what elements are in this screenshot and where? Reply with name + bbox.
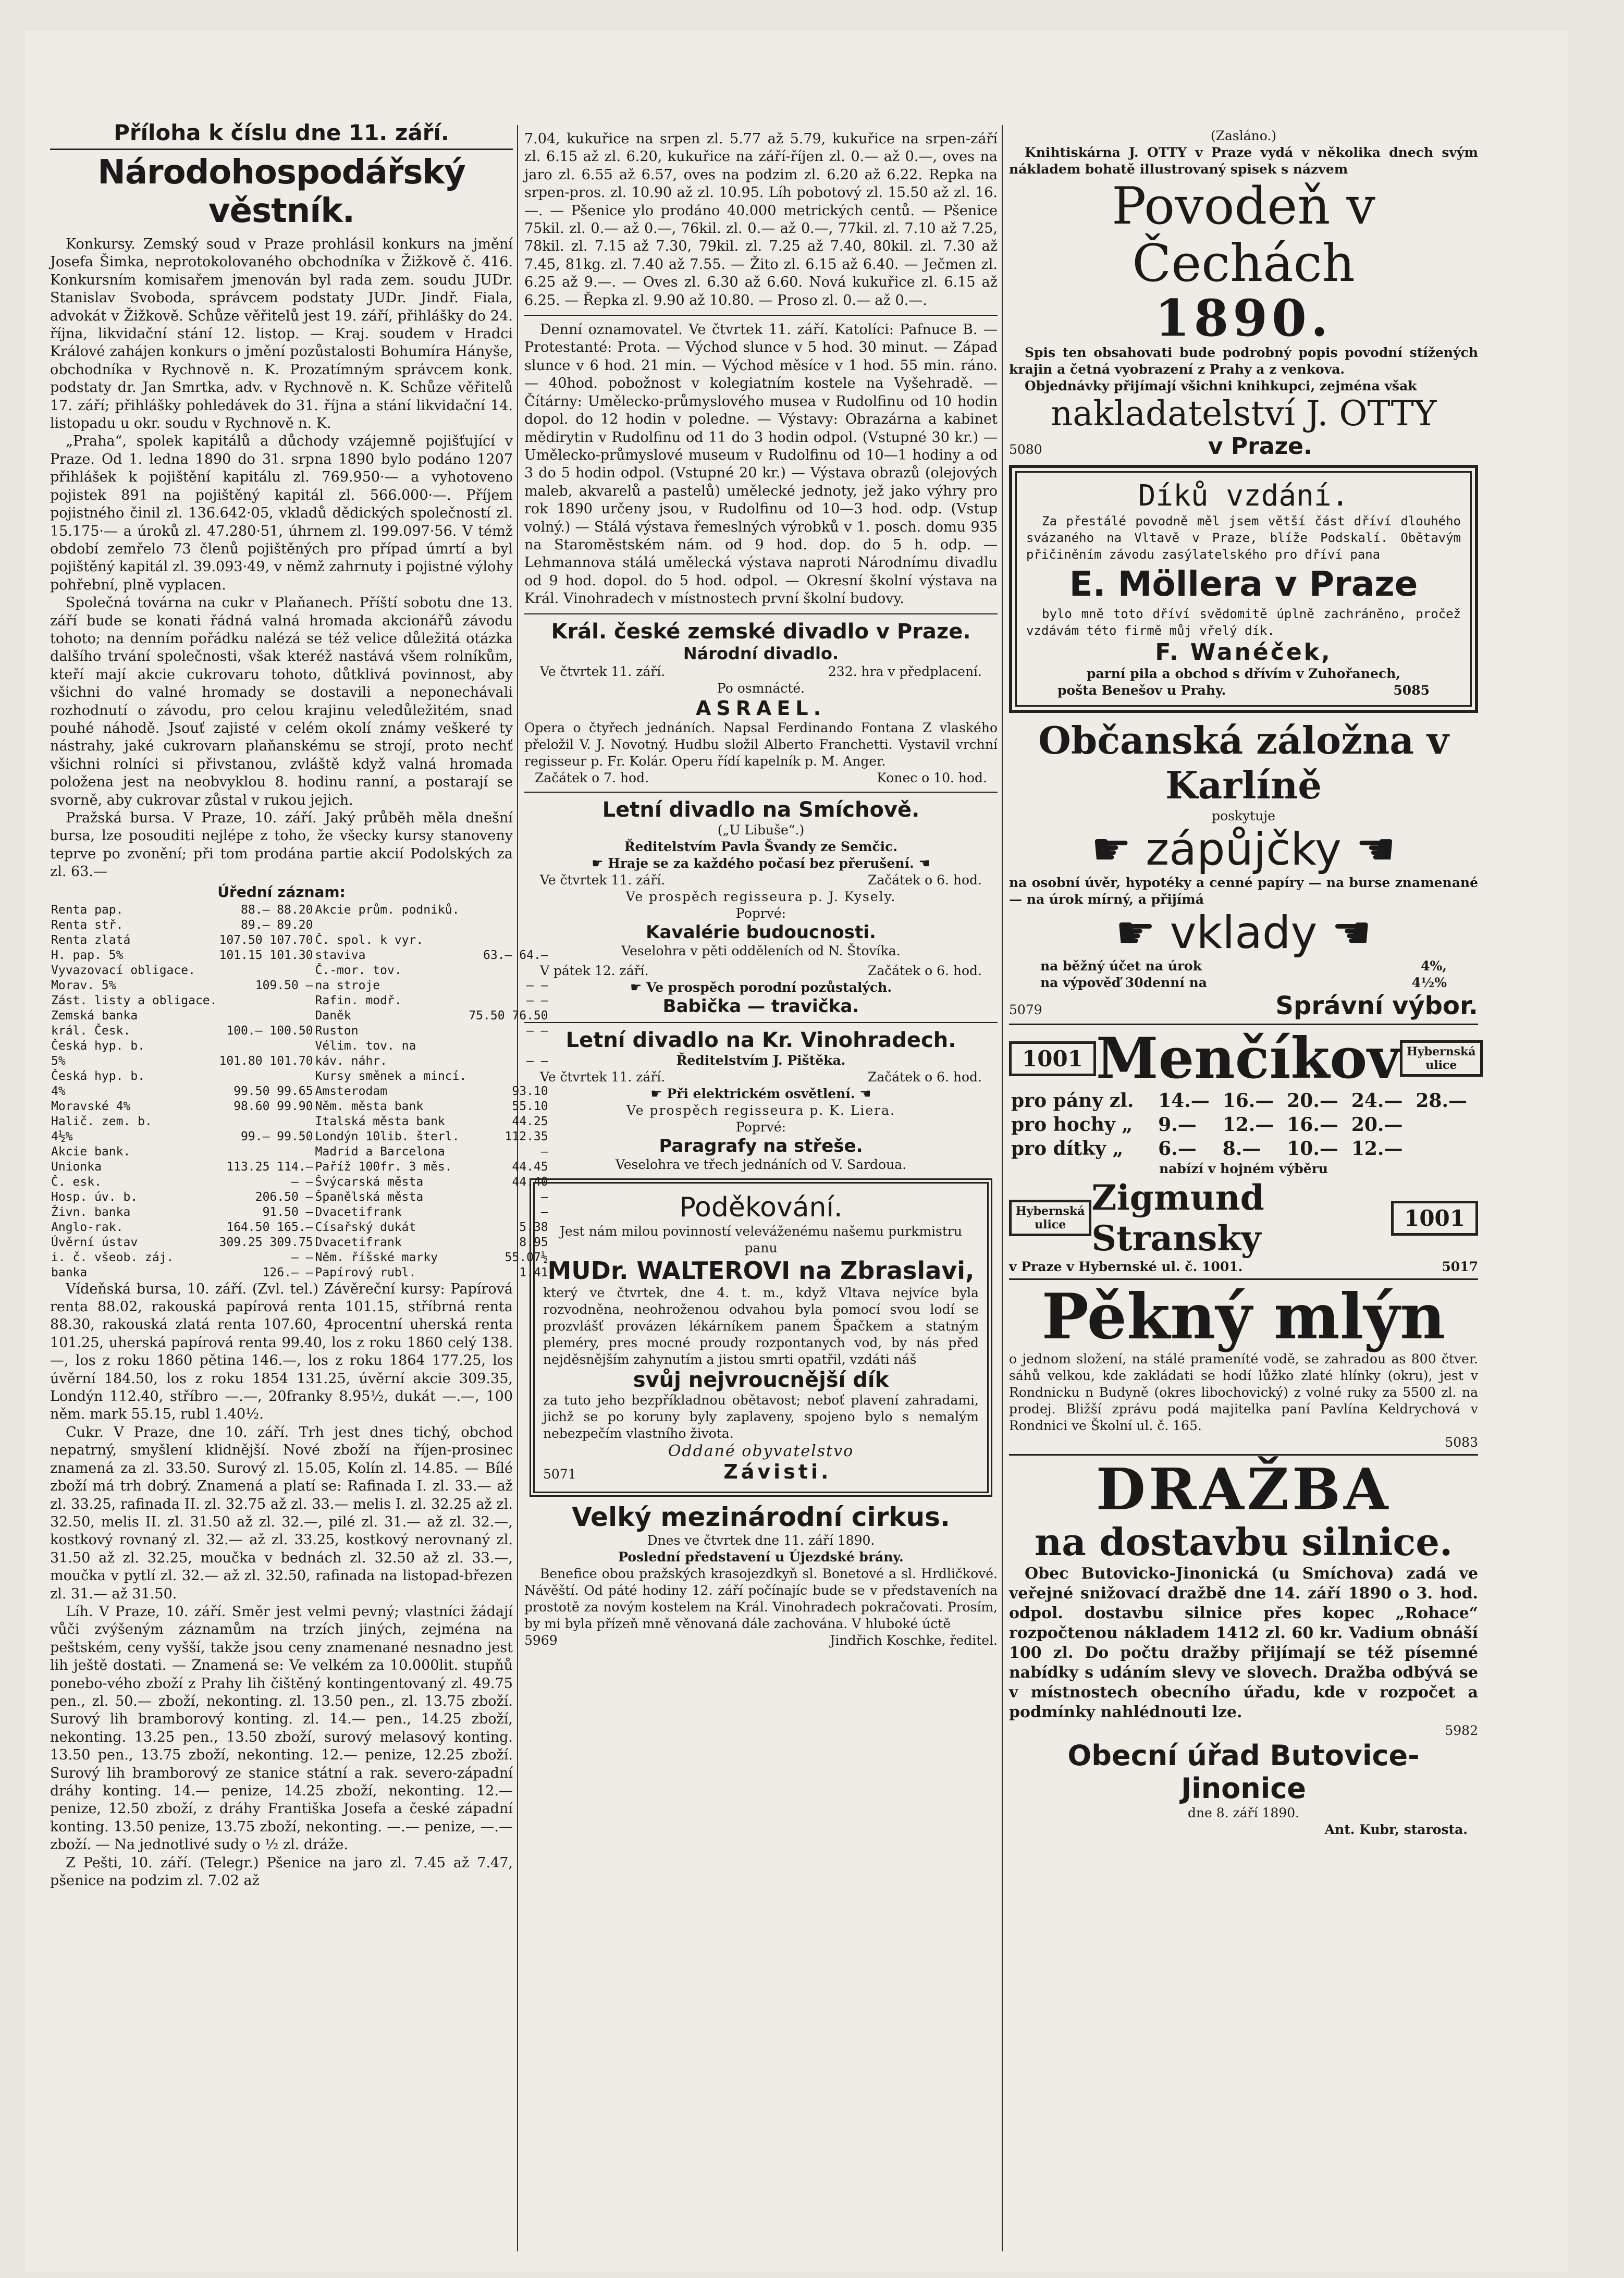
rates-cell bbox=[314, 918, 468, 933]
rates-cell: 5.38 bbox=[519, 1220, 548, 1234]
rates-cell: 55.10 bbox=[512, 1099, 548, 1113]
bank-deposits: vklady bbox=[1170, 907, 1318, 959]
rates-cell: Něm. říšské marky bbox=[315, 1250, 438, 1264]
column-rule bbox=[1002, 125, 1003, 2251]
mencikov-street2: Hybernská ulice bbox=[1009, 1200, 1091, 1236]
article-videnska-bursa: Vídeňská bursa, 10. září. (Zvl. tel.) Závěreční kursy: Papírová renta 88.02, rakouská papírová renta 101.15, stříbrná renta 88.30, rakouská zlatá renta 107.60, 4procentní uherská renta 101.25, uherská papírová renta 99.40, los z roku 1860 celý 138.—, los z roku 1860 pětina 146.—, los z roku 1864 177.25, los úvěrní 184.50, los z roku 1854 131.25, úvěrní akcie 309.35, Londýn 112.40, stříbro —.—, 20franky 8.95½, dukát —.—, 100 něm. mark 55.15, rubl 1.40½. bbox=[50, 1280, 513, 1423]
mencikov-offer: nabízí v hojném výběru bbox=[1159, 1161, 1328, 1176]
divider bbox=[50, 149, 513, 150]
thanks-phrase: svůj nejvroucnější dík bbox=[633, 1368, 889, 1392]
rates-row bbox=[50, 1250, 549, 1265]
rates-cell: Moravské 4% bbox=[51, 1099, 131, 1113]
rates-cell: H. pap. 5% bbox=[51, 948, 124, 962]
mencikov-price-cell: 28.— bbox=[1416, 1090, 1468, 1112]
thanks-ad-number: 5071 bbox=[543, 1466, 576, 1482]
rates-cell: 4½% bbox=[51, 1129, 73, 1143]
diku-body2: bylo mně toto dříví svědomitě úplně zachráněno, pročež vzdávám této firmě můj vřelý dík. bbox=[1026, 607, 1461, 638]
rates-cell: 126.— — bbox=[262, 1265, 313, 1279]
rates-cell: 1.41 bbox=[519, 1265, 548, 1279]
theatre2-benefit2: Ve prospěch porodní pozůstalých. bbox=[646, 979, 892, 995]
rates-cell: Akcie bank. bbox=[51, 1144, 131, 1159]
bank-rate2-row bbox=[1009, 975, 1478, 991]
rates-row bbox=[50, 1205, 549, 1220]
mencikov-header bbox=[1009, 1028, 1478, 1089]
rates-row bbox=[50, 1160, 549, 1175]
rates-cell: Zemská banka bbox=[51, 1008, 138, 1023]
rates-cell: Renta stř. bbox=[51, 918, 124, 932]
bank-rate2: 4½% bbox=[1411, 975, 1447, 990]
rates-cell: 206.50 — bbox=[255, 1190, 313, 1204]
mencikov-price-cell: 8.— bbox=[1222, 1138, 1261, 1160]
otty-ad-number: 5080 bbox=[1009, 442, 1042, 457]
rates-cell: 112.35 bbox=[505, 1129, 548, 1143]
rates-cell: — — bbox=[291, 1175, 313, 1189]
rates-cell: Halič. zem. b. bbox=[51, 1114, 152, 1128]
mencikov-price-table bbox=[1009, 1089, 1478, 1161]
thanks-intro: Jest nám milou povinností veleváženému našemu purkmistru panu bbox=[560, 1223, 962, 1255]
theatre2-benefit: Ve prospěch regisseura p. J. Kysely. bbox=[625, 889, 896, 904]
pointing-hand-icon: ☚ bbox=[1331, 907, 1372, 959]
rates-row bbox=[50, 978, 549, 993]
diku-signature-line2: parní pila a obchod s dřívím v Zuhořanech, bbox=[1086, 666, 1401, 681]
drazba-date: dne 8. září 1890. bbox=[1187, 1805, 1300, 1820]
article-cukr: Cukr. V Praze, dne 10. září. Trh jest dnes tichý, obchod nepatrný, smyšlení klidnější. Nové zboží na říjen-prosinec znamená za zl. 33.50. Surový zl. 15.05, Kolín zl. 14.85. — Bílé zboží má trh dobrý. Znamená a platí se: Rafinada I. zl. 33.— až zl. 33.25, rafinada II. zl. 32.75 až zl. 33.— melis I. zl. 32.25 až zl. 32.50, melis II. zl. 31.50 až zl. 32.—, pilé zl. 31.— až zl. 32.—, kostkový rovnaný zl. 32.— až zl. 33.25, kostkový nerovnaný zl. 31.50 až zl. 32.25, moučka v bednách zl. 32.50 až zl. 33.—, moučka v pytlí zl. 32.— až zl. 32.50, rafinada na listopad-březen zl. 31.— až 31.50. bbox=[50, 1424, 513, 1602]
mencikov-price-cell: 16.— bbox=[1287, 1114, 1338, 1136]
rates-cell bbox=[218, 993, 314, 1008]
pointing-hand-icon: ☛ bbox=[592, 855, 608, 871]
section-title: Národohospodářský věstník. bbox=[97, 153, 465, 230]
publisher-city: v Praze. bbox=[1208, 433, 1312, 460]
mencikov-price-cell: pro dítky „ bbox=[1011, 1138, 1124, 1160]
rates-cell: Unionka bbox=[51, 1160, 102, 1174]
supplement-header: Příloha k číslu dne 11. září. bbox=[114, 120, 449, 145]
circus-ad-number: 5969 bbox=[524, 1632, 558, 1648]
rates-cell: 109.50 — bbox=[255, 978, 313, 992]
mencikov-price-cell: pro pány zl. bbox=[1011, 1090, 1134, 1112]
column-right bbox=[1009, 31, 1478, 2272]
diku-advertisement bbox=[1015, 471, 1472, 707]
circus-title: Velký mezinárodní cirkus. bbox=[572, 1501, 950, 1532]
theatre3-light: Při elektrickém osvětlení. bbox=[667, 1086, 855, 1101]
rates-cell: Dvacetifrank bbox=[315, 1235, 402, 1249]
theatre1-play-name: ASRAEL. bbox=[695, 696, 827, 720]
theatre2-weather-text: Hraje se za každého počasí bez přerušení. bbox=[608, 855, 914, 871]
rates-row bbox=[50, 1069, 549, 1084]
thanks-footer bbox=[543, 1460, 979, 1483]
rates-row bbox=[50, 1220, 549, 1235]
theatre1-dateline bbox=[524, 663, 998, 680]
mencikov-price-cell: 20.— bbox=[1351, 1114, 1403, 1136]
publisher-name: nakladatelství J. OTTY bbox=[1050, 393, 1437, 434]
theatre1-times bbox=[524, 770, 998, 786]
rates-cell: — bbox=[540, 1144, 548, 1159]
rates-row bbox=[50, 1054, 549, 1069]
drazba-ad-number: 5982 bbox=[1445, 1723, 1478, 1738]
rates-cell: 98.60 99.90 bbox=[233, 1099, 313, 1113]
daily-announcements: Denní oznamovatel. Ve čtvrtek 11. září. Katolíci: Pafnuce B. — Protestanté: Prota. — Východ slunce v 5 hod. 30 minut. — Západ slunce v 6 hod. 21 min. — Východ měsíce v 1 hod. 55 min. ráno. — 40hod. pobožnost v kolegiatním kostele na Vyšehradě. — Čítárny: Umělecko-průmyslového musea v Rudolfinu od 10 hodin dopol. do 12 hodin v poledne. — Výstavy: Obrazárna a kabinet mědirytin v Rudolfinu od 11 do 3 hodin odpol. (Vstupné 30 kr.) — Umělecko-průmyslové museum v Rudolfinu od 10—1 hodiny a od 3 do 5 hodin odpol. (Vstupné 20 kr.) — Výstava obrazů (olejových maleb, akvarelů a pastelů) umělecké jednoty, jež jako výhry pro rok 1890 určeny jsou, v Rudolfinu od 10—3 hod. odp. (Vstup volný.) — Stálá výstava řemeslných výrobků v 1. posch. domu 935 na Staroměstském nám. od 9 hod. dop. do 5 h. odp. — Lehmannova stálá umělecká výstava naproti Národnímu divadlu od 9 hod. dopol. do 5 hod. odpol. — Okresní školní výstava na Král. Vinohradech v místnostech první školní budovy. bbox=[524, 322, 998, 607]
pointing-hand-icon: ☚ bbox=[914, 855, 930, 871]
theatre3-date: Ve čtvrtek 11. září. bbox=[540, 1069, 666, 1085]
rates-cell: 4% bbox=[51, 1084, 66, 1098]
bank-loans-desc: na osobní úvěr, hypotéky a cenné papíry — na burse znamenané — na úrok mírný, a přijímá bbox=[1009, 875, 1478, 907]
drazba-office: Obecní úřad Butovice-Jinonice bbox=[1067, 1739, 1420, 1805]
newspaper-page bbox=[25, 31, 1568, 2272]
pointing-hand-icon: ☛ bbox=[630, 979, 647, 995]
rates-cell: Ruston bbox=[315, 1024, 359, 1038]
rates-cell: Amsterodam bbox=[315, 1084, 387, 1098]
theatre2-date: Ve čtvrtek 11. září. bbox=[540, 872, 666, 888]
rates-cell: Vyvazovací obligace. bbox=[51, 963, 195, 977]
theatre1-date: Ve čtvrtek 11. září. bbox=[540, 663, 666, 679]
rates-cell: Č. spol. k vyr. bbox=[315, 933, 424, 947]
rates-cell: 44.45 bbox=[512, 1160, 548, 1174]
bank-loans-heading bbox=[1009, 824, 1478, 875]
rates-cell: Anglo-rak. bbox=[51, 1220, 124, 1234]
povoden-title: Povodeň v Čechách bbox=[1112, 177, 1375, 293]
circus-line: Poslední představení u Újezdské brány. bbox=[618, 1549, 904, 1565]
rates-row bbox=[50, 1265, 549, 1280]
rates-row bbox=[50, 1084, 549, 1099]
mencikov-price-cell bbox=[1413, 1137, 1478, 1161]
rates-cell: Česká hyp. b. bbox=[51, 1069, 145, 1083]
rates-row bbox=[50, 1175, 549, 1190]
theatre2-benefit2-line bbox=[524, 979, 998, 996]
rates-cell: Hosp. úv. b. bbox=[51, 1190, 138, 1204]
rates-cell: na stroje bbox=[315, 978, 380, 992]
theatre2-dateline2 bbox=[524, 963, 998, 979]
pointing-hand-icon: ☚ bbox=[1356, 823, 1396, 876]
rates-row bbox=[50, 1144, 549, 1160]
rates-cell: 309.25 309.75 bbox=[219, 1235, 313, 1249]
rates-cell: Švýcarská města bbox=[315, 1175, 424, 1189]
rates-cell: 100.— 100.50 bbox=[226, 1024, 313, 1038]
mencikov-price-cell: 24.— bbox=[1351, 1090, 1403, 1112]
rates-cell: — bbox=[540, 1205, 548, 1219]
rates-cell: — — bbox=[526, 978, 548, 992]
bank-rate1-label: na běžný účet na úrok bbox=[1040, 958, 1202, 974]
divider bbox=[524, 792, 998, 793]
rates-cell: 93.10 bbox=[512, 1084, 548, 1098]
rates-cell: 63.— 64.— bbox=[483, 948, 548, 962]
theatre2-start2: Začátek o 6. hod. bbox=[867, 963, 982, 978]
rates-cell: Morav. 5% bbox=[51, 978, 116, 992]
mencikov-owner: Zigmund Stransky bbox=[1091, 1177, 1264, 1259]
mencikov-price-cell: 9.— bbox=[1158, 1114, 1197, 1136]
theatre1-description: Opera o čtyřech jednáních. Napsal Ferdinando Fontana Z vlaského přeložil V. J. Novotný. Hudbu složil Alberto Franchetti. Vystavil vrchní regisseur p. Fr. Kolár. Operu řídí kapelník p. M. Anger. bbox=[524, 720, 998, 769]
rates-cell bbox=[218, 1069, 314, 1084]
mencikov-price-row bbox=[1009, 1137, 1478, 1161]
rates-cell: Renta zlatá bbox=[51, 933, 131, 947]
bank-rate2-label: na výpověď 30denní na bbox=[1040, 975, 1208, 990]
divider bbox=[524, 1022, 998, 1023]
rates-cell: 44.25 bbox=[512, 1114, 548, 1128]
theatre2-first: Poprvé: bbox=[735, 905, 786, 921]
rates-row bbox=[50, 948, 549, 963]
rates-row bbox=[50, 918, 549, 933]
theatre2-weather-notice bbox=[524, 855, 998, 872]
theatre2-play-name2: Babička — travička. bbox=[662, 995, 859, 1017]
rates-cell: Č. esk. bbox=[51, 1175, 102, 1189]
rates-cell: 113.25 114.— bbox=[226, 1160, 313, 1174]
article-lih: Líh. V Praze, 10. září. Směr jest velmi pevný; vlastníci žádají vůči zvýšeným záznamům na trzích jiných, zejména na peštském, ceny vyšší, takže jsou ceny znamenané nesnadno jest lih ještě dostati. — Znamená se: Ve velkém za 10.000lit. stupňů ponebo-vého zboží z Prahy lih čištěný kontingentovaný zl. 49.75 pen., zl. 50.— zboží, nekonting. zl. 13.50 pen., zl. 13.75 zboží. Surový lih bramborový konting. zl. 14.— pen., 14.25 zboží, nekonting. 13.25 pen., 13.50 zboží, surový melasový konting. 13.50 pen., 13.75 zboží, nekonting. 12.— penize, 12.25 zboží. Surový lih bramborový ze stanice státní a rak. severo-západní dráhy konting. 14.— penize, 14.25 zboží, nekonting. 12.— penize, 12.50 zboží, z dráhy Františka Josefa a české západní konting. 13.50 penize, 13.75 zboží, nekonting. —.— penize, —.— zboží. — Na jednotlivé sudy o ½ zl. dráže. bbox=[50, 1603, 513, 1853]
rates-cell: Akcie prům. podniků. bbox=[315, 903, 460, 917]
diku-post: pošta Benešov u Prahy. bbox=[1057, 683, 1226, 698]
divider bbox=[524, 315, 998, 316]
rates-row bbox=[50, 1024, 549, 1039]
rates-cell bbox=[218, 1039, 314, 1054]
rates-cell: 88.— 88.20 bbox=[241, 903, 313, 917]
mencikov-address: v Praze v Hybernské ul. č. 1001. bbox=[1009, 1259, 1243, 1274]
rates-cell: Kursy směnek a mincí. bbox=[315, 1069, 467, 1083]
bank-ad-number: 5079 bbox=[1009, 1002, 1042, 1017]
theatre2-title: Letní divadlo na Smíchově. bbox=[602, 797, 920, 822]
pointing-hand-icon: ☛ bbox=[650, 1086, 667, 1101]
theatre2-start: Začátek o 6. hod. bbox=[867, 872, 982, 888]
rates-row bbox=[50, 1039, 549, 1054]
rates-cell: — — bbox=[526, 993, 548, 1007]
theatre2-play-desc: Veselohra v pěti odděleních od N. Štovíka. bbox=[621, 943, 901, 958]
mlyn-ad-number: 5083 bbox=[1445, 1435, 1478, 1450]
rates-cell: 101.15 101.30 bbox=[219, 948, 313, 962]
diku-body: Za přestálé povodně měl jsem větší část dříví dlouhého svázaného na Vltavě v Praze, blíže Podskalí. Obětavým přičiněním závodu zasýlatelského pro dříví pana bbox=[1026, 514, 1461, 562]
bank-signature: Správní výbor. bbox=[1275, 991, 1478, 1020]
theatre1-subtitle: Národní divadlo. bbox=[683, 643, 839, 663]
rates-cell: 99.50 99.65 bbox=[233, 1084, 313, 1098]
drazba-body: Obec Butovicko-Jinonická (u Smíchova) zadá ve veřejné snižovací dražbě dne 14. září 1890 o 3. hod. odpol. dostavbu silnice přes kopec „Rohace“ rozpočtenou nákladem 1412 zl. 60 kr. Vadium obnáší 100 zl. Do počtu dražby přijímají se též písemné nabídky s udáním slevy ve slovech. Dražba odbývá se v místnostech obecního úřadu, kde v rozpočet a podmínky nahlédnouti lze. bbox=[1009, 1565, 1478, 1721]
rates-cell: Vélim. tov. na bbox=[315, 1039, 416, 1053]
thanks-advertisement bbox=[530, 1178, 992, 1497]
thanks-signature2: Závisti. bbox=[723, 1460, 832, 1483]
theatre1-start: Začátek o 7. hod. bbox=[535, 770, 649, 785]
theatre3-benefit: Ve prospěch regisseura p. K. Liera. bbox=[626, 1102, 895, 1118]
article-pest: Z Pešti, 10. září. (Telegr.) Pšenice na jaro zl. 7.45 až 7.47, pšenice na podzim zl. 7.02 až bbox=[50, 1854, 513, 1889]
theatre1-title: Král. české zemské divadlo v Praze. bbox=[551, 619, 971, 644]
rates-cell: Císařský dukát bbox=[315, 1220, 416, 1234]
rates-row bbox=[50, 1235, 549, 1250]
diku-firm: E. Möllera v Praze bbox=[1069, 564, 1418, 604]
theatre2-date2: V pátek 12. září. bbox=[540, 963, 649, 978]
rates-row bbox=[50, 1190, 549, 1205]
thanks-body2: za tuto jeho bezpříkladnou obětavost; neboť plavení zahradami, jichž se po koruny byly zaplaveny, spojeno bylo s nemalým nebezpečím vlastního života. bbox=[543, 1392, 979, 1441]
rates-cell: banka bbox=[51, 1265, 88, 1279]
rates-cell: 91.50 — bbox=[262, 1205, 313, 1219]
rates-cell: — — bbox=[526, 1024, 548, 1038]
bank-loans: zápůjčky bbox=[1146, 823, 1342, 876]
rates-cell: 75.50 76.50 bbox=[469, 1008, 548, 1023]
rates-cell: Madrid a Barcelona bbox=[315, 1144, 445, 1159]
rates-cell: Paříž 100fr. 3 měs. bbox=[315, 1160, 452, 1174]
mencikov-name: Menčíkov bbox=[1096, 1026, 1400, 1091]
rates-cell: i. č. všeob. záj. bbox=[51, 1250, 174, 1264]
pointing-hand-icon: ☚ bbox=[855, 1086, 871, 1101]
theatre3-direction: Ředitelstvím J. Pištěka. bbox=[676, 1052, 846, 1068]
rates-cell: Česká hyp. b. bbox=[51, 1039, 145, 1053]
rates-cell: — bbox=[540, 1190, 548, 1204]
bank-footer bbox=[1009, 991, 1478, 1020]
rates-cell bbox=[218, 1008, 314, 1024]
mlyn-body: o jednom složení, na stálé prameníté vodě, se zahradou as 800 čtver. sáhů velkou, kde zakládati se hodí lůžko zlaté hlínky (okru), jest v Rondnicku n Budyně (okres libochovický) z volné ruky za 5500 zl. na prodej. Bližší zprávu podá majitelka paní Pavlína Keldrychová v Rondnici ve Školní ul. č. 165. bbox=[1009, 1351, 1478, 1433]
theatre3-first: Poprvé: bbox=[735, 1119, 786, 1135]
theatre3-dateline bbox=[524, 1069, 998, 1086]
article-praha-spolek: „Praha“, spolek kapitálů a důchody vzájemně pojišťující v Praze. Od 1. ledna 1890 do 31. srpna 1890 bylo podáno 1207 přihlášek k pojištění kapitálu zl. 769.950·— a vyhotoveno pojistek 891 na pojištěný kapitál zl. 566.000·—. Příjem pojistného činil zl. 136.642·05, vkladů dědických společností zl. 15.175·— a úroků zl. 47.280·51, úhrnem zl. 199.097·56. V témž období zemřelo 73 členů pojištěných pro případ úmrtí a byl pojištěný kapitál zl. 39.093·49, v němž zahrnuty i pojistné výlohy pohřební, plně vyplacen. bbox=[50, 433, 513, 593]
rates-cell: 44.40 bbox=[512, 1175, 548, 1189]
rates-cell bbox=[218, 963, 314, 978]
rates-cell: Italská města bank bbox=[315, 1114, 445, 1128]
mencikov-price-cell: 20.— bbox=[1287, 1090, 1338, 1112]
theatre2-dateline bbox=[524, 872, 998, 889]
povoden-year: 1890. bbox=[1154, 289, 1333, 348]
rates-row bbox=[50, 993, 549, 1008]
zaslano-label: (Zasláno.) bbox=[1210, 128, 1277, 143]
theatre3-play-desc: Veselohra ve třech jednáních od V. Sardoua. bbox=[615, 1156, 907, 1172]
rates-row bbox=[50, 1129, 549, 1144]
otty-intro: Knihtiskárna J. OTTY v Praze vydá v několika dnech svým nákladem bohatě illustrovaný spisek s názvem bbox=[1009, 145, 1478, 177]
rates-cell: Něm. města bank bbox=[315, 1099, 424, 1113]
circus-footer bbox=[524, 1632, 998, 1649]
theatre1-end: Konec o 10. hod. bbox=[877, 770, 987, 785]
rates-table bbox=[50, 903, 549, 1280]
mencikov-owner-row bbox=[1009, 1177, 1478, 1259]
theatre3-light-line bbox=[524, 1086, 998, 1102]
theatre2-play-name: Kavalérie budoucnosti. bbox=[646, 921, 876, 943]
mencikov-price-cell: 6.— bbox=[1158, 1138, 1197, 1160]
mencikov-house-number: 1001 bbox=[1009, 1041, 1096, 1076]
rates-row bbox=[50, 1099, 549, 1114]
drazba-title: DRAŽBA bbox=[1096, 1456, 1392, 1523]
diku-ad-number: 5085 bbox=[1393, 683, 1430, 698]
rates-cell: Úvěrní ústav bbox=[51, 1235, 138, 1249]
rates-row bbox=[50, 963, 549, 978]
rates-cell: král. Česk. bbox=[51, 1024, 131, 1038]
theatre2-direction: Ředitelstvím Pavla Švandy ze Semčic. bbox=[624, 839, 898, 854]
theatre1-performance: Po osmnácté. bbox=[717, 680, 805, 696]
theatre2-subtitle: („U Libuše“.) bbox=[717, 822, 805, 838]
pointing-hand-icon: ☛ bbox=[1091, 823, 1131, 876]
drazba-mayor: Ant. Kubr, starosta. bbox=[1324, 1822, 1468, 1837]
rates-cell: Zást. listy a obligace. bbox=[51, 993, 217, 1007]
diku-title: Díků vzdání. bbox=[1138, 479, 1349, 513]
theatre3-title: Letní divadlo na Kr. Vinohradech. bbox=[565, 1028, 956, 1052]
mencikov-house-number2: 1001 bbox=[1391, 1201, 1478, 1236]
diku-signature: F. Wanéček, bbox=[1155, 639, 1332, 666]
diku-footer bbox=[1026, 682, 1461, 699]
bank-deposits-heading bbox=[1009, 908, 1478, 958]
rates-cell: — — bbox=[291, 1250, 313, 1264]
divider bbox=[524, 613, 998, 614]
rates-cell: Rafin. modř. bbox=[315, 993, 402, 1007]
rates-cell: — — bbox=[526, 1054, 548, 1068]
mencikov-footer bbox=[1009, 1259, 1478, 1275]
rates-cell: Renta pap. bbox=[51, 903, 124, 917]
mencikov-price-row bbox=[1009, 1089, 1478, 1113]
mencikov-ad-number: 5017 bbox=[1442, 1259, 1478, 1274]
mencikov-price-row bbox=[1009, 1113, 1478, 1137]
bank-title: Občanská záložna v Karlíně bbox=[1038, 718, 1449, 807]
rates-cell: Živn. banka bbox=[51, 1205, 131, 1219]
mencikov-street: Hybernská ulice bbox=[1400, 1040, 1482, 1077]
rates-title: Úřední záznam: bbox=[217, 883, 346, 901]
rates-cell: 8.95 bbox=[519, 1235, 548, 1249]
rates-cell bbox=[218, 1114, 314, 1129]
mlyn-title: Pěkný mlýn bbox=[1041, 1280, 1446, 1353]
rates-cell: 5% bbox=[51, 1054, 66, 1068]
theatre3-play-name: Paragrafy na střeše. bbox=[659, 1135, 863, 1156]
mencikov-price-cell: pro hochy „ bbox=[1011, 1114, 1133, 1136]
mencikov-price-cell: 12.— bbox=[1351, 1138, 1403, 1160]
rates-cell: Španělská města bbox=[315, 1190, 424, 1204]
rates-cell: 101.80 101.70 bbox=[219, 1054, 313, 1068]
thanks-body: který ve čtvrtek, dne 4. t. m., když Vltava nejvíce byla rozvodněna, neohroženou odvahou byla pomocí svou lodí se prozvlášť provázen lékárníkem panem Špačkem a statným pleméry, pres mocné proudy rozpontanych vod, by nás před nejděsnějším zahynutím a jistou smrti opatřil, vzdáti náš bbox=[543, 1285, 979, 1367]
article-konkursy: Konkursy. Zemský soud v Praze prohlásil konkurs na jmění Josefa Šimka, neprotokolovaného obchodníka v Žižkově č. 416. Konkursním komisařem jmenován byl rada zem. soudu JUDr. Stanislav Svoboda, správcem podstaty JUDr. Jindř. Fiala, advokát v Žižkově. Schůze věřitelů jest 19. září, přihlášky do 24. října, likvidační stání 12. listop. — Kraj. soudem v Hradci Králové zahájen konkurs o jmění pozůstalosti Bohumíra Hányše, obchodníka v Rychnově n. K. Prozatímným správcem konk. podstaty dr. Jan Smrtka, adv. v Rychnově n. K. Schůze věřitelů 17. září; přihlášky pohledávek do 31. října a stání likvidační 14. listopadu u okr. soudu v Rychnově n. K. bbox=[50, 236, 513, 432]
rates-cell: 164.50 165.— bbox=[226, 1220, 313, 1234]
bank-rate1: 4%, bbox=[1421, 958, 1447, 974]
otty-body2: Objednávky přijímají všichni knihkupci, zejména však bbox=[1025, 378, 1417, 393]
rates-cell bbox=[218, 1144, 314, 1160]
rates-cell: 55.07½ bbox=[505, 1250, 548, 1264]
rates-row bbox=[50, 1008, 549, 1024]
mencikov-price-cell: 14.— bbox=[1158, 1090, 1210, 1112]
pointing-hand-icon: ☛ bbox=[1115, 907, 1156, 959]
rates-cell: 107.50 107.70 bbox=[219, 933, 313, 947]
circus-date: Dnes ve čtvrtek dne 11. září 1890. bbox=[647, 1532, 875, 1548]
column-middle bbox=[524, 31, 998, 2272]
rates-cell: staviva bbox=[315, 948, 366, 962]
article-cukrovar: Společná továrna na cukr v Plaňanech. Příští sobotu dne 13. září bude se konati řádná valná hromada akcionářů závodu tohoto; na denním pořádku nalézá se též velice důležitá otázka dalšího trvání společnosti, však kteréž nastává všem rolníkům, kteří mají akcie cukrovaru tohoto, důtklivá povinnost, aby všichni do valné hromady se dostavili a neponechávali rozhodnutí o závodu, pro celou krajinu veledůležitém, snad pouhé náhodě. Jsouť zajisté v celém okolí známy veškeré ty nástrahy, jaké cukrovarn plaňanskému se strojí, proto nechť všichni rolníci si přivstanou, zvláště když valná hromada položena jest na neobvyklou 8. hodinu ranní, a postarají se svorně, aby cukrovar zůstal v rukou jejich. bbox=[50, 595, 513, 808]
market-continuation: 7.04, kukuřice na srpen zl. 5.77 až 5.79, kukuřice na srpen-září zl. 6.15 až zl. 6.20, kukuřice na září-říjen zl. 0.— až 0.—, oves na jaro zl. 6.55 až 6.57, oves na podzim zl. 6.20 až 6.22. Repka na srpen-pros. zl. 10.90 až zl. 10.95. Líh pobotový zl. 15.50 až zl. 16.—. — Pšenice ylo prodáno 40.000 metrických centů. — Pšenice 75kil. zl. 0.— až 0.—, 76kil. zl. 0.— až 0.—, 77kil. zl. 7.10 až 7.25, 78kil. zl. 7.15 až 7.30, 79kil. zl. 7.25 až 7.40, 80kil. zl. 7.30 až 7.45, 81kg. zl. 7.40 až 7.55. — Žito zl. 6.15 až 6.40. — Ječmen zl. 6.25 až 9.—. — Oves zl. 6.30 až 6.60. Nová kukuřice zl. 6.15 až 6.25. — Řepka zl. 9.90 až 10.80. — Proso zl. 0.— až 0.—. bbox=[524, 131, 998, 309]
rates-cell: Dvacetifrank bbox=[315, 1205, 402, 1219]
article-prazska-bursa: Pražská bursa. V Praze, 10. září. Jaký průběh měla dnešní bursa, lze posouditi nejlépe z toho, že všecky kursy stanoveny teprve po zvonění; při tom prodána partie akcií Podolských za zl. 63.— bbox=[50, 810, 513, 880]
circus-body: Benefice obou pražských krasojezdkyň sl. Bonetové a sl. Hrdličkové. Návěští. Od páté hodiny 12. září počínajíc bude se v představeních na prostotě za novým kostelem na Král. Vinohradech pokračovati. Prosím, by mi byla přízeň mně věnovaná dále zachována. V hluboké úctě bbox=[524, 1566, 998, 1631]
rates-row bbox=[50, 933, 549, 948]
divider bbox=[1009, 1024, 1478, 1025]
thanks-signature1: Oddané obyvatelstvo bbox=[668, 1442, 854, 1460]
publisher-line bbox=[1009, 433, 1478, 460]
bank-offers: poskytuje bbox=[1212, 808, 1275, 823]
rates-cell: Daněk bbox=[315, 1008, 351, 1023]
thanks-title: Poděkování. bbox=[679, 1191, 843, 1223]
rates-cell: 99.— 99.50 bbox=[241, 1129, 313, 1143]
rates-cell: 89.— 89.20 bbox=[241, 918, 313, 932]
rates-cell: káv. náhr. bbox=[315, 1054, 387, 1068]
rates-row bbox=[50, 1114, 549, 1129]
mencikov-price-cell: 12.— bbox=[1222, 1114, 1274, 1136]
mencikov-price-cell: 10.— bbox=[1287, 1138, 1338, 1160]
rates-cell: Č.-mor. tov. bbox=[315, 963, 402, 977]
otty-body: Spis ten obsahovati bude podrobný popis povodní stížených krajin a četná vyobrazení z Prahy a z venkova. bbox=[1009, 345, 1478, 377]
mencikov-price-cell bbox=[1413, 1113, 1478, 1137]
diku-frame bbox=[1009, 465, 1478, 713]
thanks-name: MUDr. WALTEROVI na Zbraslavi, bbox=[547, 1256, 975, 1285]
rates-cell: Londýn 10lib. šterl. bbox=[315, 1129, 460, 1143]
bank-rate1-row bbox=[1009, 958, 1478, 975]
theatre1-play-number: 232. hra v předplacení. bbox=[828, 663, 982, 679]
theatre3-start: Začátek o 6. hod. bbox=[867, 1069, 982, 1085]
rates-row bbox=[50, 903, 549, 918]
rates-cell: Papírový rubl. bbox=[315, 1265, 416, 1279]
drazba-subtitle: na dostavbu silnice. bbox=[1034, 1520, 1453, 1564]
circus-signature: Jindřich Koschke, ředitel. bbox=[830, 1632, 998, 1648]
mencikov-price-cell: 16.— bbox=[1222, 1090, 1274, 1112]
